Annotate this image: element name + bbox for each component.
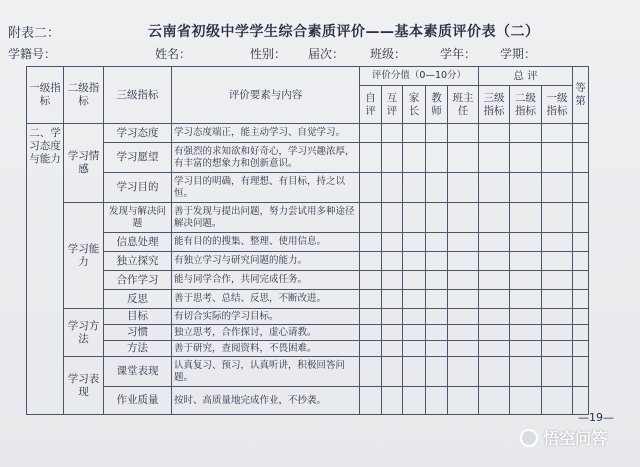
overall-cell[interactable] (542, 233, 573, 252)
score-cell[interactable] (360, 290, 382, 309)
header-overall-level3: 三级指标 (479, 86, 510, 124)
form-title: 云南省初级中学学生综合素质评价——基本素质评价表（二） (148, 24, 540, 40)
grade-cell[interactable] (573, 233, 589, 252)
overall-cell[interactable] (479, 309, 510, 325)
score-cell[interactable] (448, 341, 479, 357)
overall-cell[interactable] (510, 309, 542, 325)
header-level1: 一级指标 (27, 67, 64, 124)
score-cell[interactable] (403, 341, 426, 357)
score-cell[interactable] (382, 387, 403, 415)
watermark (520, 426, 607, 449)
table-row-desc: 有切合实际的学习目标。 (172, 309, 360, 325)
score-cell[interactable] (426, 124, 448, 143)
table-row-level3: 独立探究 (104, 252, 172, 271)
overall-cell[interactable] (479, 252, 510, 271)
score-cell[interactable] (403, 290, 426, 309)
score-cell[interactable] (360, 309, 382, 325)
score-cell[interactable] (360, 203, 382, 233)
table-row-level3: 发现与解决问题 (104, 203, 172, 233)
overall-cell[interactable] (542, 173, 573, 203)
table-row-level3: 目标 (104, 309, 172, 325)
score-cell[interactable] (360, 233, 382, 252)
overall-cell[interactable] (479, 124, 510, 143)
overall-cell[interactable] (510, 143, 542, 173)
score-cell[interactable] (382, 357, 403, 387)
grade-cell[interactable] (573, 357, 589, 387)
score-cell[interactable] (403, 271, 426, 290)
overall-cell[interactable] (542, 143, 573, 173)
page-number: —19— (578, 411, 614, 424)
table-row-desc: 善于研究，查阅资料，不畏困难。 (172, 341, 360, 357)
score-cell[interactable] (426, 233, 448, 252)
table-row-desc: 有独立学习与研究问题的能力。 (172, 252, 360, 271)
score-cell[interactable] (360, 173, 382, 203)
overall-cell[interactable] (542, 124, 573, 143)
score-cell[interactable] (403, 233, 426, 252)
score-cell[interactable] (382, 233, 403, 252)
evaluation-table (26, 66, 589, 415)
overall-cell[interactable] (510, 387, 542, 415)
overall-cell[interactable] (479, 143, 510, 173)
score-cell[interactable] (448, 124, 479, 143)
score-cell[interactable] (403, 252, 426, 271)
table-row-desc: 学习态度端正，能主动学习、自觉学习。 (172, 124, 360, 143)
grade-cell[interactable] (573, 252, 589, 271)
cohort-label: 届次： (308, 47, 345, 61)
overall-cell[interactable] (479, 173, 510, 203)
score-cell[interactable] (426, 309, 448, 325)
table-row-desc: 善于发现与提出问题，努力尝试用多种途径解决问题。 (172, 203, 360, 233)
wukong-logo-icon (520, 429, 538, 447)
score-cell[interactable] (403, 173, 426, 203)
overall-cell[interactable] (479, 325, 510, 341)
overall-cell[interactable] (510, 271, 542, 290)
header-peer: 互评 (382, 86, 403, 124)
header-score-group: 评价分值（0—10分） (360, 67, 479, 86)
table-row-desc: 认真复习、预习，认真听讲，积极回答问题。 (172, 357, 360, 387)
overall-cell[interactable] (542, 290, 573, 309)
grade-cell[interactable] (573, 290, 589, 309)
overall-cell[interactable] (479, 203, 510, 233)
overall-cell[interactable] (510, 124, 542, 143)
overall-cell[interactable] (510, 357, 542, 387)
grade-cell[interactable] (573, 203, 589, 233)
overall-cell[interactable] (510, 290, 542, 309)
class-label: 班级： (370, 47, 407, 61)
score-cell[interactable] (403, 309, 426, 325)
overall-cell[interactable] (510, 252, 542, 271)
header-level2: 二级指标 (64, 67, 104, 124)
score-cell[interactable] (426, 143, 448, 173)
grade-cell[interactable] (573, 173, 589, 203)
score-cell[interactable] (448, 271, 479, 290)
grade-cell[interactable] (573, 341, 589, 357)
score-cell[interactable] (426, 387, 448, 415)
overall-cell[interactable] (510, 233, 542, 252)
score-cell[interactable] (382, 124, 403, 143)
group-learning-performance: 学习表现 (64, 357, 104, 415)
overall-cell[interactable] (542, 341, 573, 357)
table-row-level3: 方法 (104, 341, 172, 357)
overall-cell[interactable] (542, 271, 573, 290)
header-parent: 家长 (403, 86, 426, 124)
header-overall-level2: 二级指标 (510, 86, 542, 124)
grade-cell[interactable] (573, 325, 589, 341)
score-cell[interactable] (360, 124, 382, 143)
score-cell[interactable] (426, 325, 448, 341)
overall-cell[interactable] (510, 173, 542, 203)
score-cell[interactable] (382, 325, 403, 341)
score-cell[interactable] (382, 290, 403, 309)
name-label: 姓名： (155, 47, 192, 61)
overall-cell[interactable] (479, 233, 510, 252)
score-cell[interactable] (382, 309, 403, 325)
header-teacher: 教师 (426, 86, 448, 124)
level1-cell: 二、学习态度与能力 (27, 124, 64, 415)
table-row-desc: 独立思考，合作探讨，虚心请教。 (172, 325, 360, 341)
table-row-level3: 学习态度 (104, 124, 172, 143)
table-row-level3: 合作学习 (104, 271, 172, 290)
group-learning-emotion: 学习情感 (64, 124, 104, 203)
score-cell[interactable] (426, 173, 448, 203)
overall-cell[interactable] (510, 325, 542, 341)
attachment-label: 附表二： (8, 26, 61, 41)
table-row-level3: 反思 (104, 290, 172, 309)
score-cell[interactable] (448, 203, 479, 233)
score-cell[interactable] (448, 290, 479, 309)
table-row-desc: 按时、高质量地完成作业，不抄袭。 (172, 387, 360, 415)
score-cell[interactable] (360, 341, 382, 357)
score-cell[interactable] (448, 143, 479, 173)
grade-cell[interactable] (573, 143, 589, 173)
score-cell[interactable] (426, 252, 448, 271)
score-cell[interactable] (448, 387, 479, 415)
overall-cell[interactable] (510, 203, 542, 233)
table-row-desc: 学习目的明确，有理想、有目标，持之以恒。 (172, 173, 360, 203)
overall-cell[interactable] (542, 357, 573, 387)
score-cell[interactable] (403, 124, 426, 143)
score-cell[interactable] (360, 271, 382, 290)
watermark-text: 悟空问答 (543, 429, 608, 448)
score-cell[interactable] (382, 252, 403, 271)
score-cell[interactable] (382, 271, 403, 290)
score-cell[interactable] (382, 173, 403, 203)
grade-cell[interactable] (573, 271, 589, 290)
group-learning-ability: 学习能力 (64, 203, 104, 309)
score-cell[interactable] (448, 252, 479, 271)
table-row-level3: 习惯 (104, 325, 172, 341)
score-cell[interactable] (448, 173, 479, 203)
header-level3: 三级指标 (104, 67, 172, 124)
gender-label: 性别： (250, 47, 287, 61)
score-cell[interactable] (426, 290, 448, 309)
score-cell[interactable] (360, 357, 382, 387)
semester-label: 学期： (500, 47, 537, 61)
overall-cell[interactable] (479, 271, 510, 290)
header-overall: 总 评 (479, 67, 573, 86)
table-row-level3: 信息处理 (104, 233, 172, 252)
header-self: 自评 (360, 86, 382, 124)
score-cell[interactable] (448, 233, 479, 252)
table-row-desc: 能有目的的搜集、整理、使用信息。 (172, 233, 360, 252)
score-cell[interactable] (360, 325, 382, 341)
student-id-label: 学籍号： (8, 47, 57, 61)
score-cell[interactable] (382, 203, 403, 233)
score-cell[interactable] (426, 271, 448, 290)
header-head-teacher: 班主任 (448, 86, 479, 124)
overall-cell[interactable] (542, 309, 573, 325)
score-cell[interactable] (403, 357, 426, 387)
score-cell[interactable] (403, 143, 426, 173)
school-year-label: 学年： (440, 47, 477, 61)
table-row-level3: 学习目的 (104, 173, 172, 203)
score-cell[interactable] (360, 252, 382, 271)
overall-cell[interactable] (479, 290, 510, 309)
header-content: 评价要素与内容 (172, 67, 360, 124)
table-row-level3: 作业质量 (104, 387, 172, 415)
table-row-level3: 学习愿望 (104, 143, 172, 173)
score-cell[interactable] (403, 203, 426, 233)
overall-cell[interactable] (542, 325, 573, 341)
grade-cell[interactable] (573, 124, 589, 143)
score-cell[interactable] (403, 325, 426, 341)
overall-cell[interactable] (542, 387, 573, 415)
overall-cell[interactable] (542, 252, 573, 271)
group-learning-method: 学习方法 (64, 309, 104, 357)
grade-cell[interactable] (573, 309, 589, 325)
overall-cell[interactable] (479, 357, 510, 387)
header-grade: 等第 (573, 67, 589, 124)
score-cell[interactable] (382, 341, 403, 357)
overall-cell[interactable] (479, 387, 510, 415)
score-cell[interactable] (360, 143, 382, 173)
overall-cell[interactable] (542, 203, 573, 233)
score-cell[interactable] (426, 341, 448, 357)
score-cell[interactable] (448, 357, 479, 387)
overall-cell[interactable] (479, 341, 510, 357)
table-row-level3: 课堂表现 (104, 357, 172, 387)
table-row-desc: 善于思考、总结、反思，不断改进。 (172, 290, 360, 309)
overall-cell[interactable] (510, 341, 542, 357)
table-row-desc: 能与同学合作，共同完成任务。 (172, 271, 360, 290)
score-cell[interactable] (360, 387, 382, 415)
table-row-desc: 有强烈的求知欲和好奇心，学习兴趣浓厚，有丰富的想象力和创新意识。 (172, 143, 360, 173)
score-cell[interactable] (448, 309, 479, 325)
score-cell[interactable] (382, 143, 403, 173)
score-cell[interactable] (448, 325, 479, 341)
score-cell[interactable] (426, 203, 448, 233)
score-cell[interactable] (403, 387, 426, 415)
header-overall-level1: 一级指标 (542, 86, 573, 124)
score-cell[interactable] (426, 357, 448, 387)
